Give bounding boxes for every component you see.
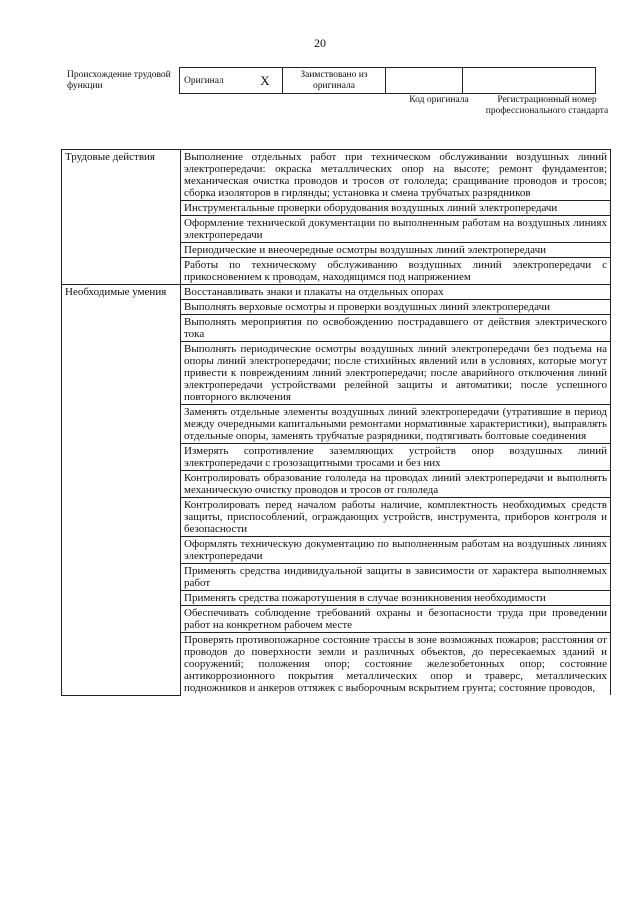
code-caption: Код оригинала <box>409 95 469 105</box>
section-item: Контролировать перед началом работы наличие, комплектность необходимых средств защиты, приспособлений, ограждающих устройств, инструмента, приборов контроля и безопасности <box>181 498 611 537</box>
section-item: Выполнять верховые осмотры и проверки воздушных линий электропередачи <box>181 300 611 315</box>
origin-label: Происхождение трудовой функции <box>67 70 171 91</box>
section-title: Необходимые умения <box>62 285 181 696</box>
section-title: Трудовые действия <box>62 150 181 285</box>
section-item: Применять средства пожаротушения в случае возникновения необходимости <box>181 591 611 606</box>
section-item: Измерять сопротивление заземляющих устройств опор воздушных линий электропередачи с грозозащитными тросами и без них <box>181 444 611 471</box>
section-item: Выполнение отдельных работ при техническом обслуживании воздушных линий электропередачи: окраска металлических опор на высоте; ремонт фундаментов; механическая очистка проводов и тросов от гололеда; сращивание проводов и тросов; сборка изоляторов в гирлянды; установка и смена трубчатых разрядников <box>181 150 611 201</box>
section-item: Обеспечивать соблюдение требований охраны и безопасности труда при проведении работ на конкретном рабочем месте <box>181 606 611 633</box>
section-item: Оформлять техническую документацию по выполненным работам на воздушных линиях электропередачи <box>181 537 611 564</box>
reg-number-caption: Регистрационный номер профессионального стандарта <box>485 95 609 116</box>
section-item: Контролировать образование гололеда на проводах линий электропередачи и выполнять механическую очистку проводов и тросов от гололеда <box>181 471 611 498</box>
section-item: Работы по техническому обслуживанию воздушных линий электропередачи с прикосновением к проводам, находящимся под напряжением <box>181 258 611 285</box>
code-cell <box>386 68 463 94</box>
table-row <box>62 285 611 300</box>
section-item: Инструментальные проверки оборудования воздушных линий электропередачи <box>181 201 611 216</box>
regnum-cell <box>463 68 596 94</box>
section-item: Применять средства индивидуальной защиты в зависимости от характера выполняемых работ <box>181 564 611 591</box>
section-item: Оформление технической документации по выполненным работам на воздушных линиях электропередачи <box>181 216 611 243</box>
section-item: Периодические и внеочередные осмотры воздушных линий электропередачи <box>181 243 611 258</box>
page-number: 20 <box>314 36 326 50</box>
section-item: Заменять отдельные элементы воздушных линий электропередачи (утратившие в период между очередными капитальными ремонтами нормативные характеристики), выправлять отдельные опоры, заменять трубчатые разрядники, подтягивать болтовые соединения <box>181 405 611 444</box>
competency-table <box>61 149 611 696</box>
table-row <box>62 150 611 201</box>
original-cell: Оригинал <box>180 68 249 94</box>
origin-table <box>179 67 596 94</box>
original-mark: X <box>248 68 283 94</box>
borrowed-cell: Заимствовано из оригинала <box>283 68 386 94</box>
section-item: Восстанавливать знаки и плакаты на отдельных опорах <box>181 285 611 300</box>
section-item: Выполнять периодические осмотры воздушных линий электропередачи без подъема на опоры линий электропередачи; после стихийных явлений или в условиях, которые могут привести к повреждениям линий электропередачи; после аварийного отключения линий электропередачи устройствами релейной защиты и автоматики; после успешного повторного включения <box>181 342 611 405</box>
section-item: Проверять противопожарное состояние трассы в зоне возможных пожаров; расстояния от проводов до поверхности земли и различных объектов, до пересекаемых зданий и сооружений; положения опор; состояние железобетонных опор; состояние антикоррозионного покрытия металлических опор и траверс, металлических подножников и анкеров оттяжек с выборочным вскрытием грунта; состояние проводов, <box>181 633 611 696</box>
section-item: Выполнять мероприятия по освобождению пострадавшего от действия электрического тока <box>181 315 611 342</box>
